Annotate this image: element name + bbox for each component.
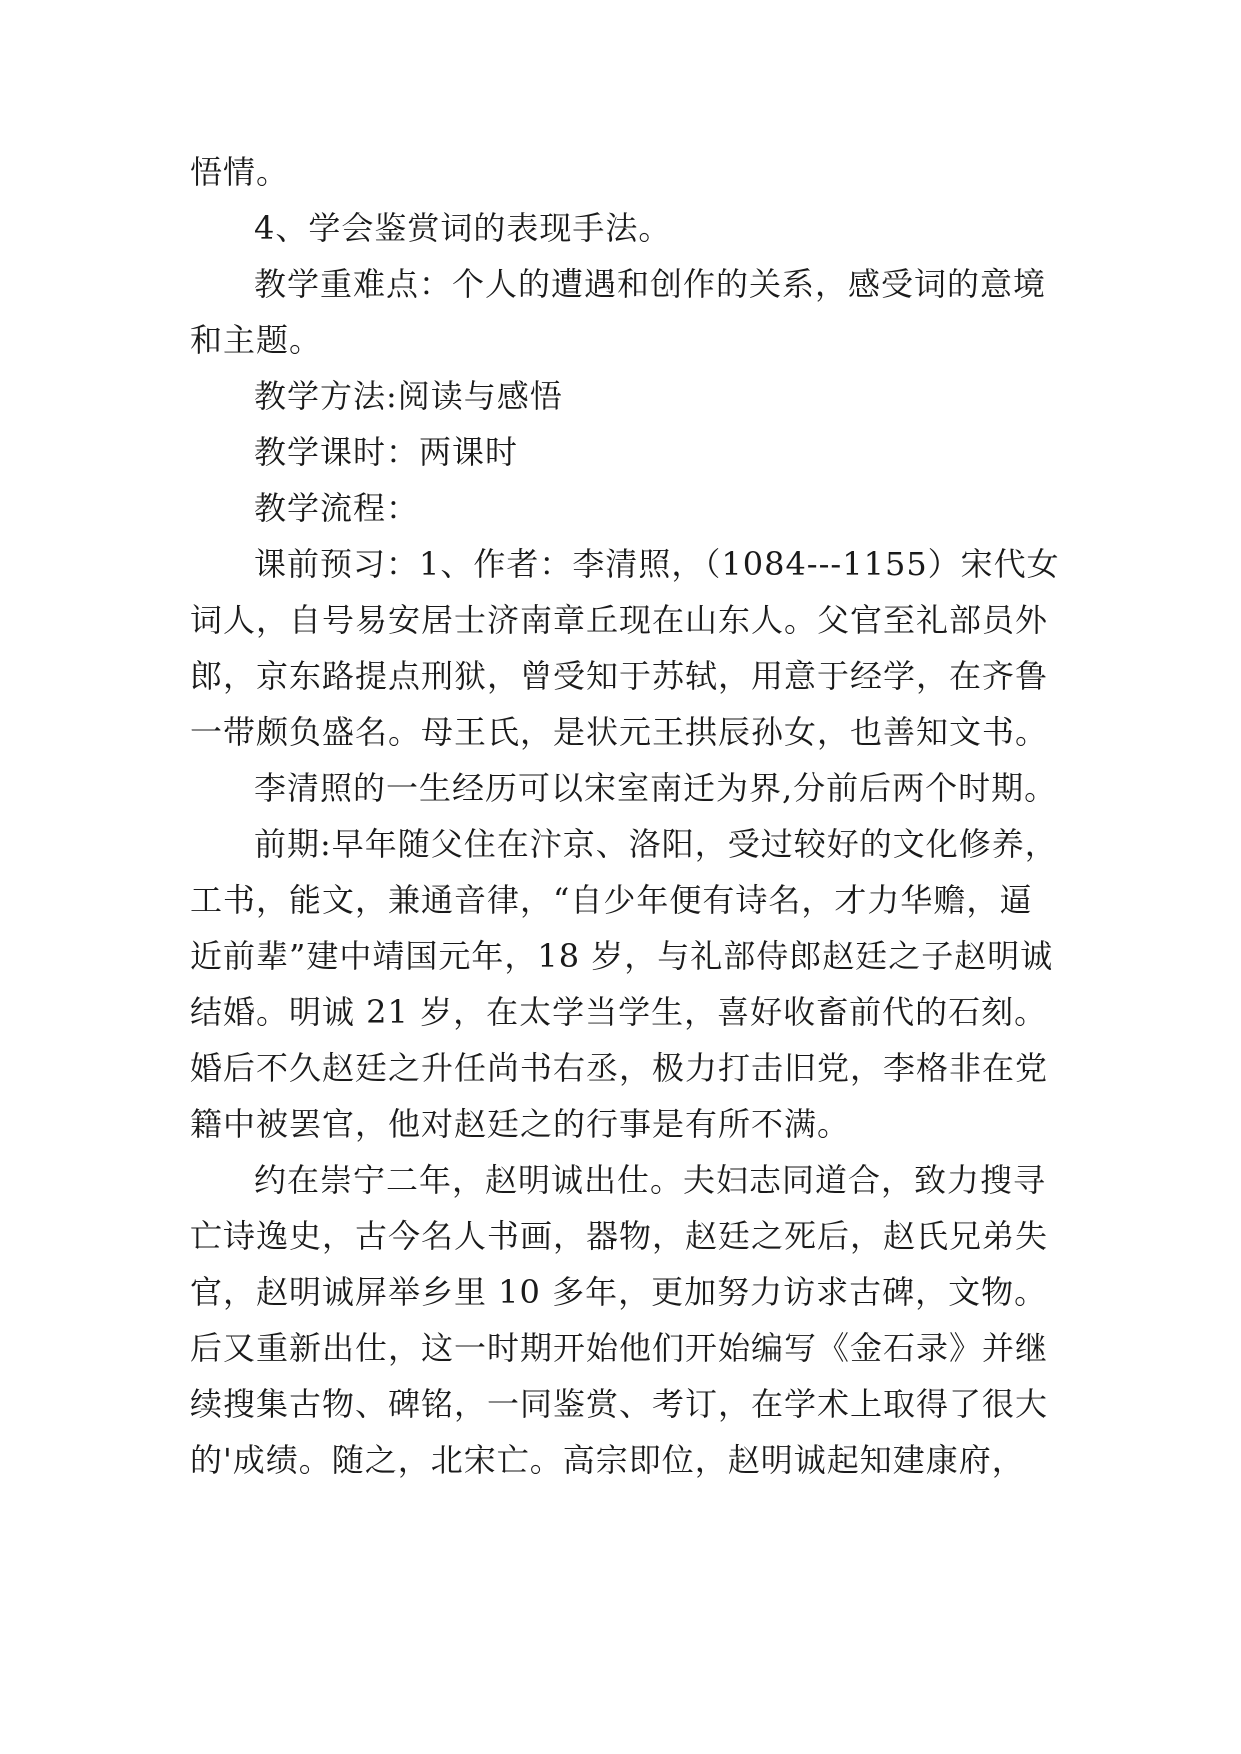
text-line: 悟情。: [190, 153, 290, 191]
text-line: 教学课时：两课时: [254, 433, 519, 471]
text-line: 工书，能文，兼通音律，“自少年便有诗名，才力华赡，逼: [190, 881, 1033, 919]
text-line: 教学方法:阅读与感悟: [254, 377, 563, 415]
text-line: 和主题。: [190, 321, 323, 359]
text-line: 结婚。明诚 21 岁，在太学当学生，喜好收畜前代的石刻。: [190, 993, 1048, 1031]
text-line: 续搜集古物、碑铭，一同鉴赏、考订，在学术上取得了很大: [190, 1385, 1049, 1423]
text-line: 官，赵明诚屏举乡里 10 多年，更加努力访求古碑，文物。: [190, 1273, 1048, 1311]
text-line: 4、学会鉴赏词的表现手法。: [254, 209, 672, 247]
text-line: 婚后不久赵廷之升任尚书右丞，极力打击旧党，李格非在党: [190, 1049, 1049, 1087]
text-line: 前期:早年随父住在汴京、洛阳，受过较好的文化修养，: [254, 825, 1058, 863]
text-line: 籍中被罢官，他对赵廷之的行事是有所不满。: [190, 1105, 851, 1143]
text-line: 教学流程：: [254, 489, 420, 527]
text-line: 的'成绩。随之，北宋亡。高宗即位，赵明诚起知建康府，: [190, 1441, 1025, 1479]
text-line: 李清照的一生经历可以宋室南迁为界,分前后两个时期。: [254, 769, 1058, 807]
text-line: 教学重难点：个人的遭遇和创作的关系，感受词的意境: [254, 265, 1047, 303]
text-line: 亡诗逸史，古今名人书画，器物，赵廷之死后，赵氏兄弟失: [190, 1217, 1049, 1255]
text-line: 后又重新出仕，这一时期开始他们开始编写《金石录》并继: [190, 1329, 1049, 1367]
text-line: 近前辈”建中靖国元年，18 岁，与礼部侍郎赵廷之子赵明诚: [190, 937, 1054, 975]
text-line: 一带颇负盛名。母王氏，是状元王拱辰孙女，也善知文书。: [190, 713, 1049, 751]
text-line: 约在崇宁二年，赵明诚出仕。夫妇志同道合，致力搜寻: [254, 1161, 1047, 1199]
text-line: 词人，自号易安居士济南章丘现在山东人。父官至礼部员外: [190, 601, 1049, 639]
text-line: 课前预习：1、作者：李清照，（1084---1155）宋代女: [254, 545, 1060, 583]
text-line: 郎，京东路提点刑狱，曾受知于苏轼，用意于经学，在齐鲁: [190, 657, 1049, 695]
